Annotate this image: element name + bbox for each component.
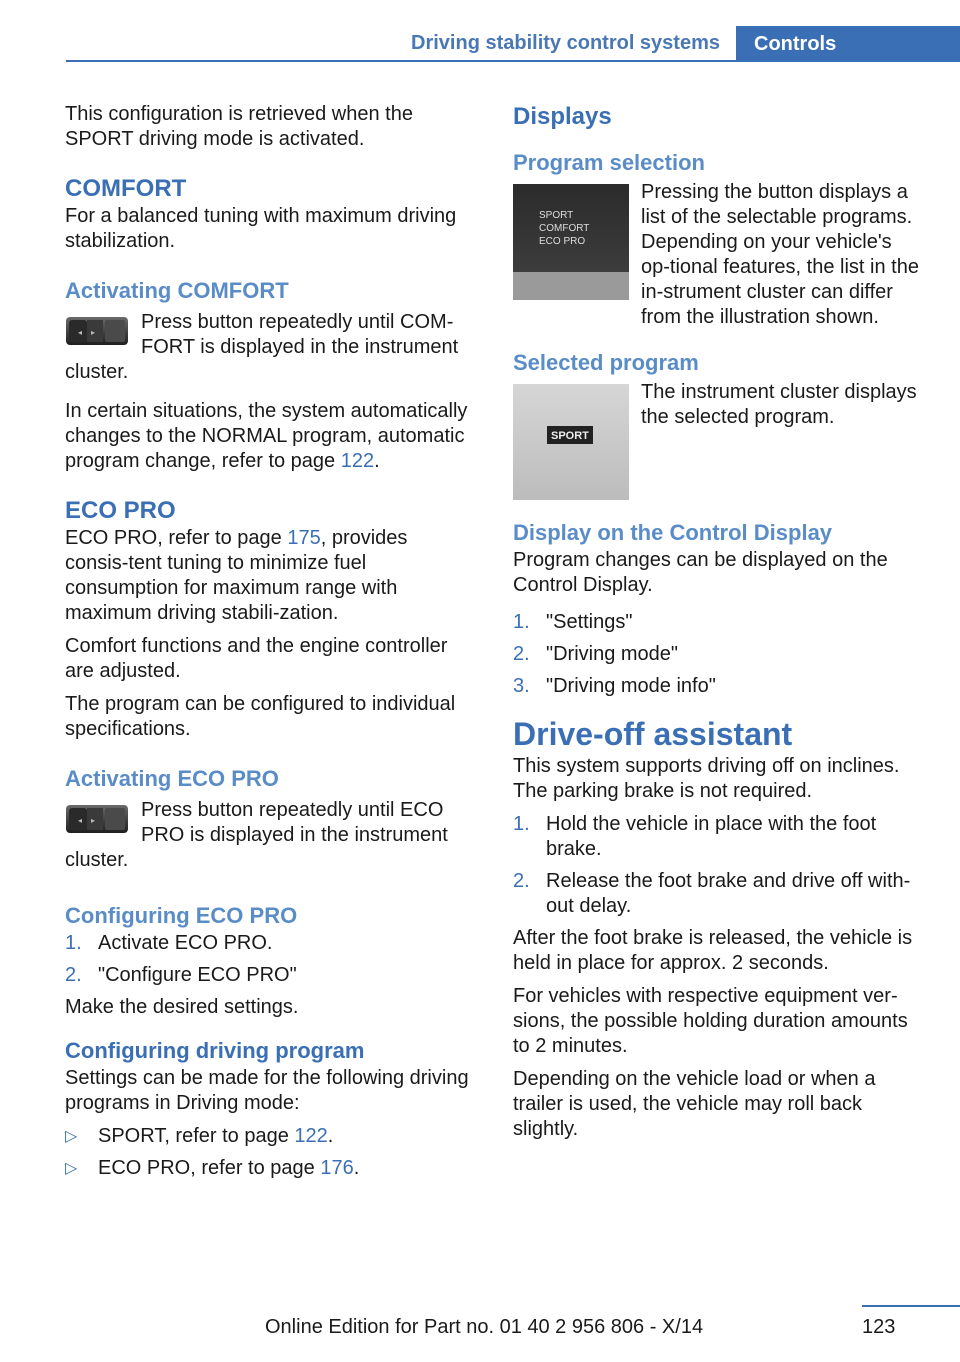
selected-program-text: The instrument cluster displays the selected program. [641,381,917,428]
page-link-175[interactable]: 175 [287,527,321,549]
selected-program-image [513,384,629,500]
list-item: ▷ SPORT, refer to page 122. [65,1125,334,1147]
page-number: 123 [862,1316,896,1338]
activating-ecopro-text: Press button repeatedly until ECO PRO is displayed in the instrument cluster. [65,799,448,871]
page-number-rule [862,1305,960,1307]
equipment-text: For vehicles with respective equipment ver-sions, the possible holding duration amounts to 2 minutes. [513,985,908,1057]
footer-edition: Online Edition for Part no. 01 40 2 956 806 - X/14 [265,1316,704,1338]
page-link-122[interactable]: 122 [340,450,375,472]
list-item: 2. Release the foot brake and drive off with-out delay. [513,870,911,917]
program-selection-heading: Program selection [513,150,705,175]
configuring-ecopro-heading: Configuring ECO PRO [65,903,298,928]
svg-text:◂: ◂ [78,328,83,337]
program-menu-image [513,184,629,300]
menu-line: COMFORT [539,223,590,234]
list-item: 1. Hold the vehicle in place with the foot brake. [513,813,877,860]
configuring-program-heading: Configuring driving program [65,1038,365,1063]
activating-comfort-text: Press button repeatedly until COM-FORT is displayed in the instrument cluster. [65,311,459,383]
vehicle-load-text: Depending on the vehicle load or when a trailer is used, the vehicle may roll back slightly. [513,1068,876,1140]
config-ecopro-steps [65,931,475,988]
activating-comfort-heading: Activating COMFORT [65,278,289,303]
drive-off-steps [513,812,923,919]
activating-ecopro-heading: Activating ECO PRO [65,766,279,791]
mode-button-icon [65,314,129,348]
sport-badge: SPORT [551,430,589,442]
program-bullets [65,1124,475,1181]
comfort-text: For a balanced tuning with maximum driving stabilization. [65,205,457,252]
drive-off-text: This system supports driving off on inclines. The parking brake is not required. [513,755,900,802]
mode-button-icon [65,802,129,836]
left-column [65,102,475,1188]
svg-text:◂: ◂ [78,816,83,825]
drive-off-heading: Drive-off assistant [513,716,793,752]
program-config-text: The program can be configured to individual specifications. [65,693,456,740]
triangle-bullet-icon: ▷ [65,1128,78,1145]
program-selection-text: Pressing the button displays a list of the selectable programs. Depending on your vehicle's op-tional features, the list in the in-strument cluster can differ from the illustration shown. [641,181,919,328]
list-item: 1. "Settings" [513,611,633,633]
menu-line: ECO PRO [539,236,586,247]
ecopro-text: ECO PRO, refer to page 175, provides consis-tent tuning to minimize fuel consumption for maximum range with maximum driving stabili-zation. [65,527,408,624]
comfort-heading: COMFORT [65,175,187,202]
control-display-steps [513,610,923,699]
displays-heading: Displays [513,103,612,130]
configuring-program-text: Settings can be made for the following driving programs in Driving mode: [65,1067,469,1114]
right-column [513,102,923,1150]
control-display-text: Program changes can be displayed on the Control Display. [513,549,888,596]
triangle-bullet-icon: ▷ [65,1160,78,1177]
intro-text: This configuration is retrieved when the SPORT driving mode is activated. [65,103,413,150]
menu-line: SPORT [539,210,574,221]
header-rule [66,60,960,62]
list-item: 2. "Configure ECO PRO" [65,964,297,986]
section-title: Driving stability control systems [411,32,720,54]
page-link-176[interactable]: 176 [320,1157,354,1179]
make-settings-text: Make the desired settings. [65,996,299,1018]
comfort-functions-text: Comfort functions and the engine controller are adjusted. [65,635,448,682]
chapter-tab: Controls [736,26,960,62]
list-item: 3. "Driving mode info" [513,675,716,697]
after-release-text: After the foot brake is released, the vehicle is held in place for approx. 2 seconds. [513,927,913,974]
page-link-122[interactable]: 122 [294,1125,328,1147]
list-item: ▷ ECO PRO, refer to page 176. [65,1157,360,1179]
selected-program-heading: Selected program [513,350,699,375]
situations-text: In certain situations, the system automatically changes to the NORMAL program, automatic program change, refer to page 122. [65,400,468,472]
ecopro-heading: ECO PRO [65,497,176,524]
svg-text:▸: ▸ [91,816,96,825]
list-item: 1. Activate ECO PRO. [65,932,273,954]
list-item: 2. "Driving mode" [513,643,679,665]
control-display-heading: Display on the Control Display [513,520,833,545]
svg-text:▸: ▸ [91,328,96,337]
